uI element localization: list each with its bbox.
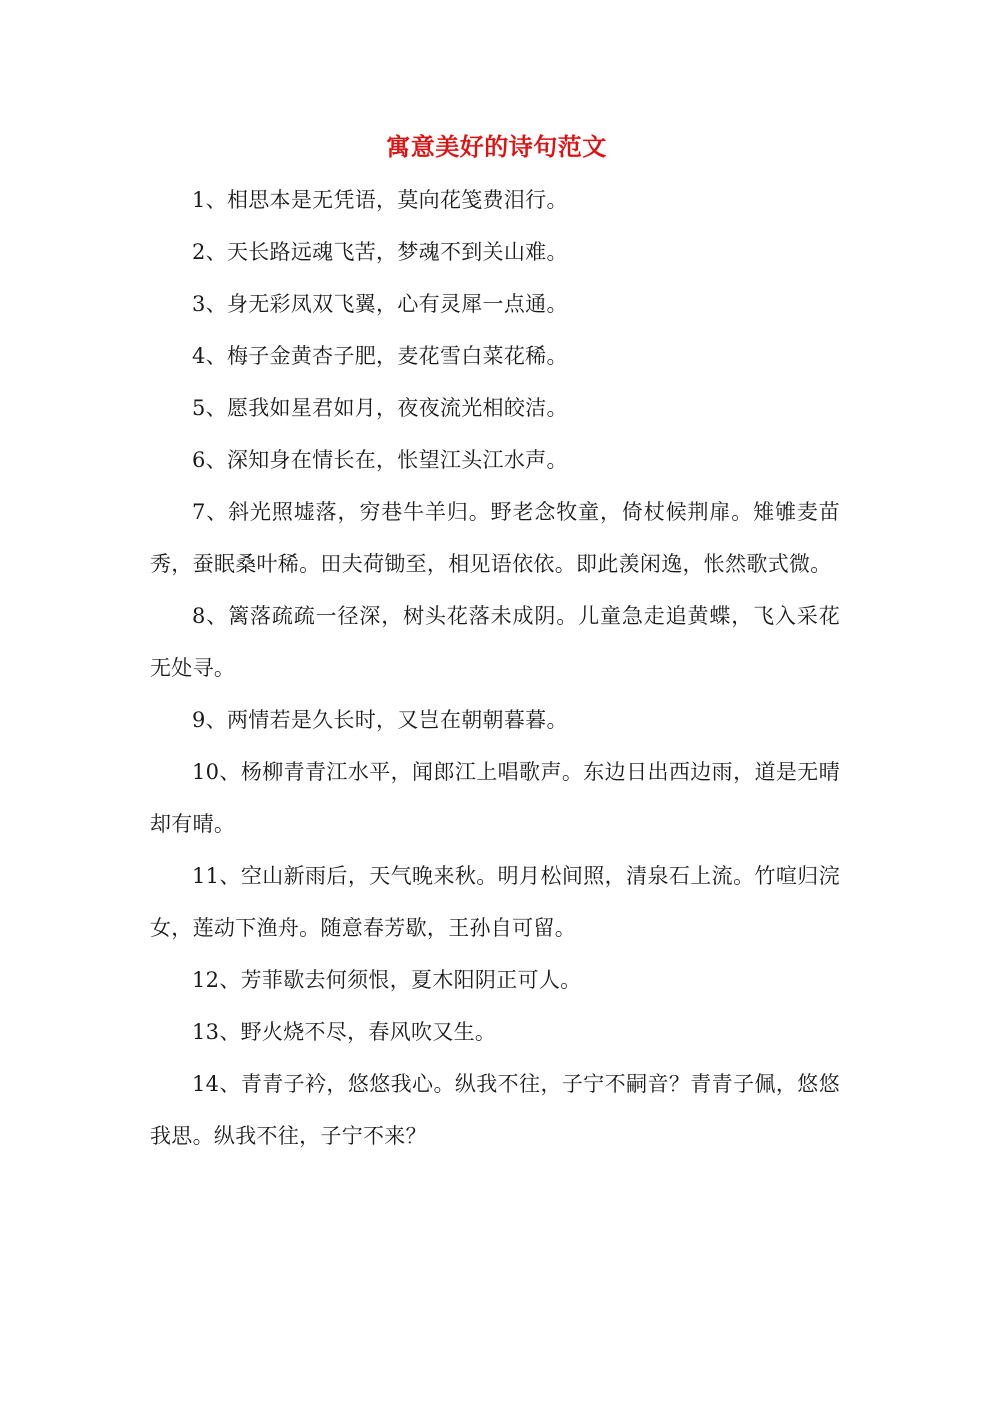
poem-paragraph: 8、篱落疏疏一径深，树头花落未成阴。儿童急走追黄蝶，飞入采花无处寻。 — [150, 604, 840, 680]
poem-line: 4、梅子金黄杏子肥，麦花雪白菜花稀。 — [192, 344, 568, 368]
poem-line: 2、天长路远魂飞苦，梦魂不到关山难。 — [192, 240, 568, 264]
poem-line: 6、深知身在情长在，怅望江头江水声。 — [192, 448, 568, 472]
poem-paragraph: 11、空山新雨后，天气晚来秋。明月松间照，清泉石上流。竹喧归浣女，莲动下渔舟。随意春芳歇，王孙自可留。 — [150, 864, 840, 940]
document-body — [150, 174, 840, 1162]
poem-line: 12、芳菲歇去何须恨，夏木阳阴正可人。 — [192, 968, 582, 992]
poem-line: 3、身无彩凤双飞翼，心有灵犀一点通。 — [192, 292, 568, 316]
poem-line: 5、愿我如星君如月，夜夜流光相皎洁。 — [192, 396, 568, 420]
poem-paragraph: 7、斜光照墟落，穷巷牛羊归。野老念牧童，倚杖候荆扉。雉雊麦苗秀，蚕眠桑叶稀。田夫荷锄至，相见语依依。即此羡闲逸，怅然歌式微。 — [150, 500, 840, 576]
document-title: 寓意美好的诗句范文 — [386, 132, 607, 161]
poem-line: 9、两情若是久长时，又岂在朝朝暮暮。 — [192, 708, 568, 732]
poem-paragraph: 10、杨柳青青江水平，闻郎江上唱歌声。东边日出西边雨，道是无晴却有晴。 — [150, 760, 840, 836]
poem-line: 1、相思本是无凭语，莫向花笺费泪行。 — [192, 188, 568, 212]
poem-line: 13、野火烧不尽，春风吹又生。 — [192, 1020, 497, 1044]
poem-paragraph: 14、青青子衿，悠悠我心。纵我不往，子宁不嗣音？青青子佩，悠悠我思。纵我不往，子宁不来？ — [150, 1072, 840, 1148]
